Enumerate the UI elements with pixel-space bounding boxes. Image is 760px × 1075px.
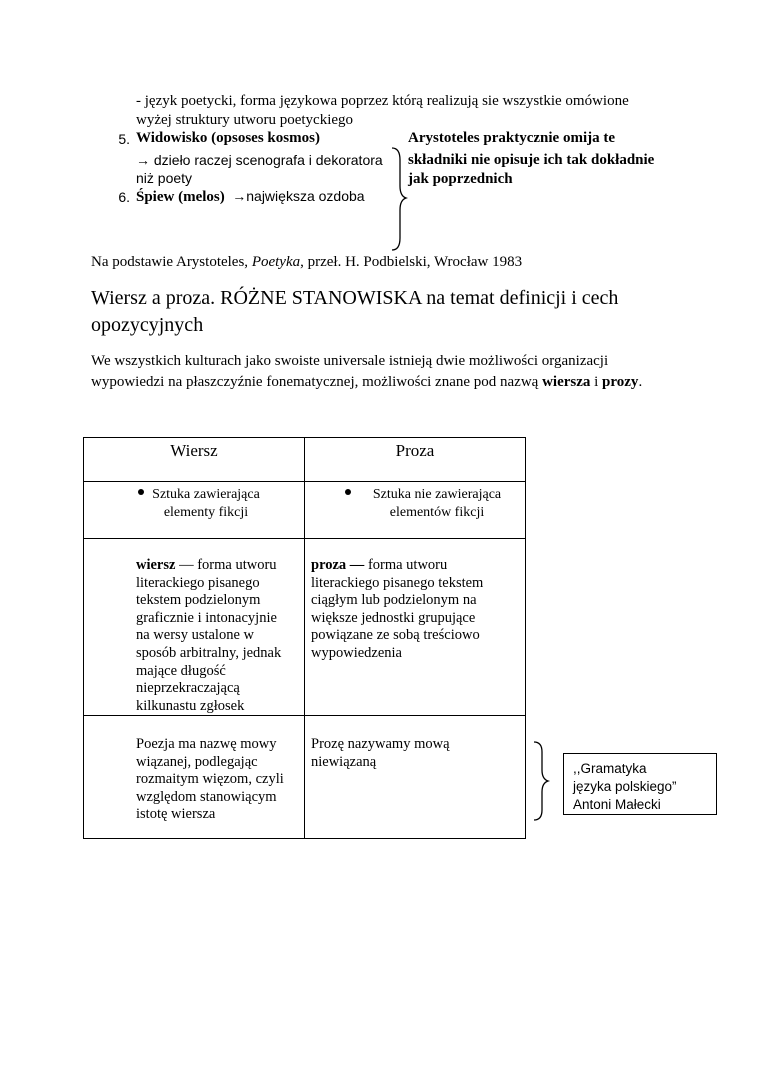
proza-malecki-quote <box>311 736 521 771</box>
row1-right-cell <box>305 482 526 539</box>
page-title-line2: opozycyjnych <box>91 314 204 336</box>
wiersz-malecki-quote <box>136 736 306 824</box>
quote-line: Poezja ma nazwę mowy <box>136 736 277 752</box>
citation-line3: Antoni Małecki <box>573 797 661 812</box>
wiersz-def-line: kilkunastu zgłosek <box>136 697 245 714</box>
item5-desc-line1: dzieło raczej scenografa i dekoratora <box>153 152 383 168</box>
item6-number: 6. <box>118 189 130 205</box>
wiersz-def-line: sposób arbitralny, jednak <box>136 644 282 661</box>
quote-line: rozmaitym więzom, czyli <box>136 771 284 788</box>
source-prefix: Na podstawie Arystoteles, <box>91 254 252 270</box>
item6 <box>136 187 365 207</box>
row3-left-cell <box>84 716 305 839</box>
row1-right-line2: elementów fikcji <box>389 505 485 520</box>
proza-def-line: większe jednostki grupujące <box>311 609 476 626</box>
row1-left-text <box>150 486 262 522</box>
quote-line: istotę wiersza <box>136 806 216 823</box>
proza-term: proza — <box>311 557 365 573</box>
wiersz-definition <box>136 557 306 715</box>
wiersz-def-line: tekstem podzielonym <box>136 592 261 609</box>
row1-left-line1: Sztuka zawierająca <box>152 487 260 502</box>
quote-line: Prozę nazywamy mową <box>311 736 450 752</box>
source-title: Poetyka <box>251 254 301 270</box>
curly-brace-icon <box>532 740 552 822</box>
wiersz-def-line: mające długość <box>136 662 226 679</box>
proza-def-line: wypowiedzenia <box>311 644 402 661</box>
intro-conj: i <box>590 374 603 390</box>
page-title-line1: Wiersz a proza. RÓŻNE STANOWISKA na temat definicji i cech <box>91 287 619 309</box>
row1-left-line2: elementy fikcji <box>163 505 249 520</box>
item5-desc <box>136 151 383 187</box>
proza-def-line: ciągłym lub podzielonym na <box>311 592 477 609</box>
row1-left-cell <box>84 482 305 539</box>
intro-line1: We wszystkich kulturach jako swoiste universale istnieją dwie możliwości organizacji <box>91 353 609 369</box>
item6-title: Śpiew (melos) <box>136 189 225 205</box>
proza-def-line: powiązane ze sobą treściowo <box>311 627 480 644</box>
bullet-icon <box>138 489 144 495</box>
proza-def-line: forma utworu <box>364 557 448 573</box>
item5-number: 5. <box>118 131 130 147</box>
proza-def-line: literackiego pisanego tekstem <box>311 574 484 591</box>
curly-brace-icon <box>388 146 408 252</box>
citation-line2: języka polskiego” <box>573 779 677 794</box>
intro-paragraph <box>91 351 642 393</box>
arrow-right-icon: → <box>136 152 150 168</box>
side-note-line1: Arystoteles praktycznie omija te <box>408 130 616 146</box>
wiersz-def-line: graficznie i intonacyjnie <box>136 609 277 626</box>
wiersz-def-line: literackiego pisanego <box>136 574 260 591</box>
side-note <box>408 129 654 189</box>
arrow-right-icon: → <box>232 188 247 204</box>
row2-left-cell <box>84 539 305 716</box>
dash-item-line2: wyżej struktury utworu poetyckiego <box>136 112 354 128</box>
side-note-line2: składniki nie opisuje ich tak dokładnie <box>408 152 655 168</box>
proza-definition <box>311 557 521 663</box>
item5-desc-line2: niż poety <box>136 170 193 186</box>
source-suffix: , przeł. H. Podbielski, Wrocław 1983 <box>300 254 523 270</box>
row1-right-text <box>363 486 511 522</box>
side-note-line3: jak poprzednich <box>408 171 513 187</box>
term-wiersz: wiersza <box>542 374 591 390</box>
source-citation <box>91 253 522 272</box>
quote-line: niewiązaną <box>311 753 377 770</box>
citation-line1: ,,Gramatyka <box>573 761 647 776</box>
item5-title: Widowisko (opsoses kosmos) <box>136 130 320 146</box>
wiersz-def-line: nieprzekraczającą <box>136 680 240 697</box>
intro-line2-text: wypowiedzi na płaszczyźnie fonematycznej, możliwości znane pod nazwą <box>91 374 543 390</box>
row3-right-cell <box>305 716 526 839</box>
dash-item-line1: - język poetycki, forma językowa poprzez którą realizują sie wszystkie omówione <box>136 93 629 109</box>
wiersz-term: wiersz <box>136 557 176 573</box>
bullet-icon <box>345 489 351 495</box>
row2-right-cell <box>305 539 526 716</box>
citation-box <box>563 753 717 815</box>
intro-line2 <box>91 372 642 393</box>
row1-right-line1: Sztuka nie zawierająca <box>372 487 502 502</box>
page-title <box>91 285 618 339</box>
dash-item <box>136 92 629 130</box>
header-proza: Proza <box>305 438 526 482</box>
term-proza: prozy <box>602 374 639 390</box>
comparison-table <box>83 437 526 839</box>
wiersz-def-line: — forma utworu <box>175 557 277 573</box>
quote-line: względom stanowiącym <box>136 788 277 805</box>
item6-desc: największa ozdoba <box>246 188 365 204</box>
quote-line: wiązanej, podlegając <box>136 753 258 770</box>
intro-end: . <box>638 374 643 390</box>
wiersz-def-line: na wersy ustalone w <box>136 627 254 644</box>
header-wiersz: Wiersz <box>84 438 305 482</box>
